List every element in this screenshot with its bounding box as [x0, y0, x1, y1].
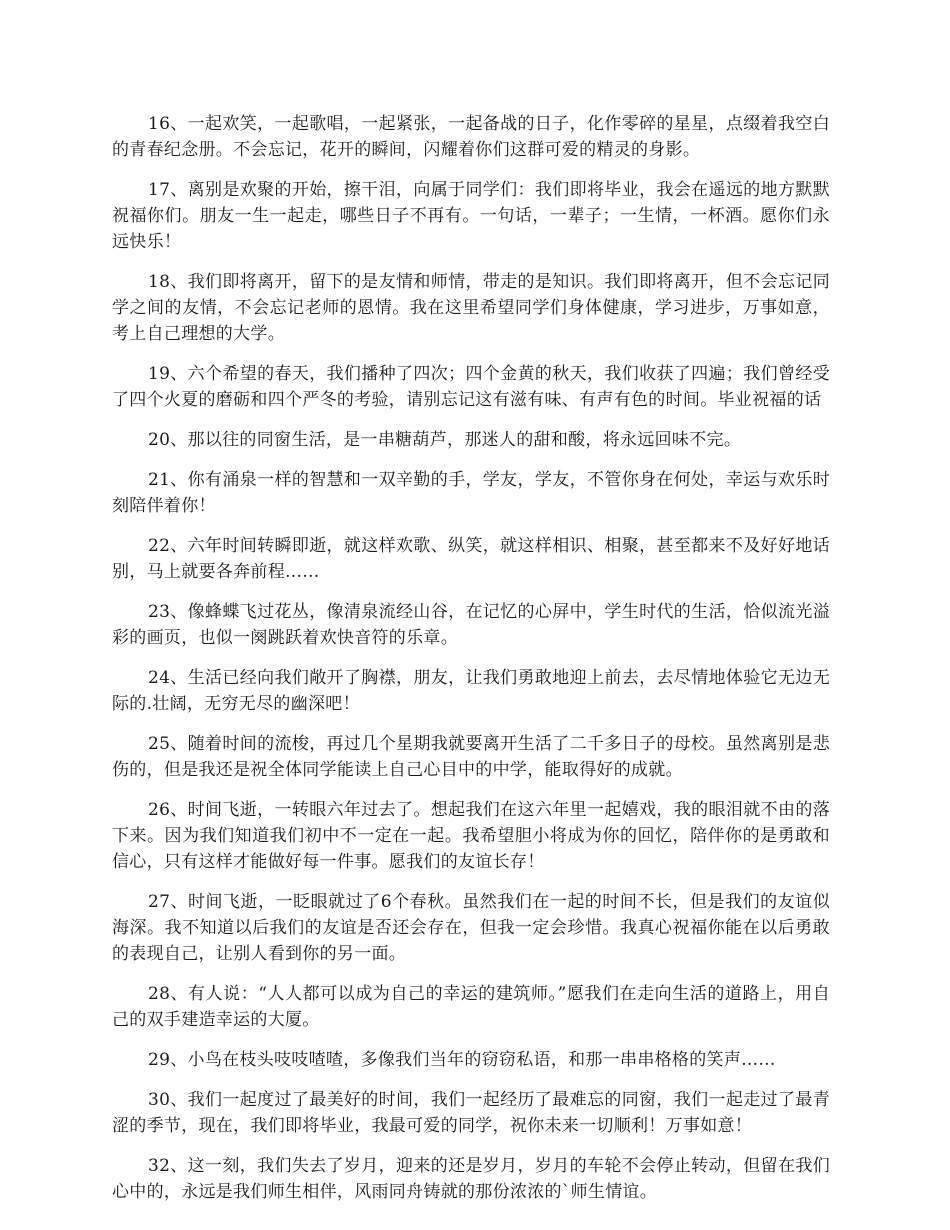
paragraph-32: 32、这一刻，我们失去了岁月，迎来的还是岁月，岁月的车轮不会停止转动，但留在我们心中的，永远是我们师生相伴，风雨同舟铸就的那份浓浓的`师生情谊。: [112, 1156, 830, 1202]
paragraph-16: 16、一起欢笑，一起歌唱，一起紧张，一起备战的日子，化作零碎的星星，点缀着我空白的青春纪念册。不会忘记，花开的瞬间，闪耀着你们这群可爱的精灵的身影。: [112, 114, 830, 160]
paragraph-17: 17、离别是欢聚的开始，擦干泪，向属于同学们：我们即将毕业，我会在遥远的地方默默祝福你们。朋友一生一起走，哪些日子不再有。一句话，一辈子；一生情，一杯酒。愿你们永远快乐！: [112, 180, 830, 252]
paragraph-20: 20、那以往的同窗生活，是一串糖葫芦，那迷人的甜和酸，将永远回味不完。: [148, 430, 742, 450]
paragraph-24: 24、生活已经向我们敞开了胸襟，朋友，让我们勇敢地迎上前去，去尽情地体验它无边无际的.壮阔，无穷无尽的幽深吧！: [112, 668, 830, 714]
paragraph-23: 23、像蜂蝶飞过花丛，像清泉流经山谷，在记忆的心屏中，学生时代的生活，恰似流光溢彩的画页，也似一阕跳跃着欢快音符的乐章。: [112, 602, 830, 648]
paragraph-26: 26、时间飞逝，一转眼六年过去了。想起我们在这六年里一起嬉戏，我的眼泪就不由的落下来。因为我们知道我们初中不一定在一起。我希望胆小将成为你的回忆，陪伴你的是勇敢和信心，只有这样才能做好每一件事。愿我们的友谊长存！: [112, 800, 830, 872]
paragraph-28: 28、有人说：“人人都可以成为自己的幸运的建筑师。”愿我们在走向生活的道路上，用自己的双手建造幸运的大厦。: [112, 984, 830, 1030]
paragraph-25: 25、随着时间的流梭，再过几个星期我就要离开生活了二千多日子的母校。虽然离别是悲伤的，但是我还是祝全体同学能读上自己心目中的中学，能取得好的成就。: [112, 734, 830, 780]
paragraph-29: 29、小鸟在枝头吱吱喳喳，多像我们当年的窃窃私语，和那一串串格格的笑声……: [148, 1050, 776, 1070]
paragraph-21: 21、你有涌泉一样的智慧和一双辛勤的手，学友，学友，不管你身在何处，幸运与欢乐时刻陪伴着你！: [112, 470, 830, 516]
paragraph-27: 27、时间飞逝，一眨眼就过了6个春秋。虽然我们在一起的时间不长，但是我们的友谊似海深。我不知道以后我们的友谊是否还会存在，但我一定会珍惜。我真心祝福你能在以后勇敢的表现自己，让别人看到你的另一面。: [112, 892, 830, 964]
document-body: [112, 111, 830, 1219]
paragraph-18: 18、我们即将离开，留下的是友情和师情，带走的是知识。我们即将离开，但不会忘记同学之间的友情，不会忘记老师的恩情。我在这里希望同学们身体健康，学习进步，万事如意，考上自己理想的大学。: [112, 272, 830, 344]
paragraph-30: 30、我们一起度过了最美好的时间，我们一起经历了最难忘的同窗，我们一起走过了最青涩的季节，现在，我们即将毕业，我最可爱的同学，祝你未来一切顺利！万事如意！: [112, 1090, 830, 1136]
paragraph-22: 22、六年时间转瞬即逝，就这样欢歌、纵笑，就这样相识、相聚，甚至都来不及好好地话别，马上就要各奔前程……: [112, 536, 830, 582]
paragraph-19: 19、六个希望的春天，我们播种了四次；四个金黄的秋天，我们收获了四遍；我们曾经受了四个火夏的磨砺和四个严冬的考验，请别忘记这有滋有味、有声有色的时间。毕业祝福的话: [112, 364, 830, 410]
